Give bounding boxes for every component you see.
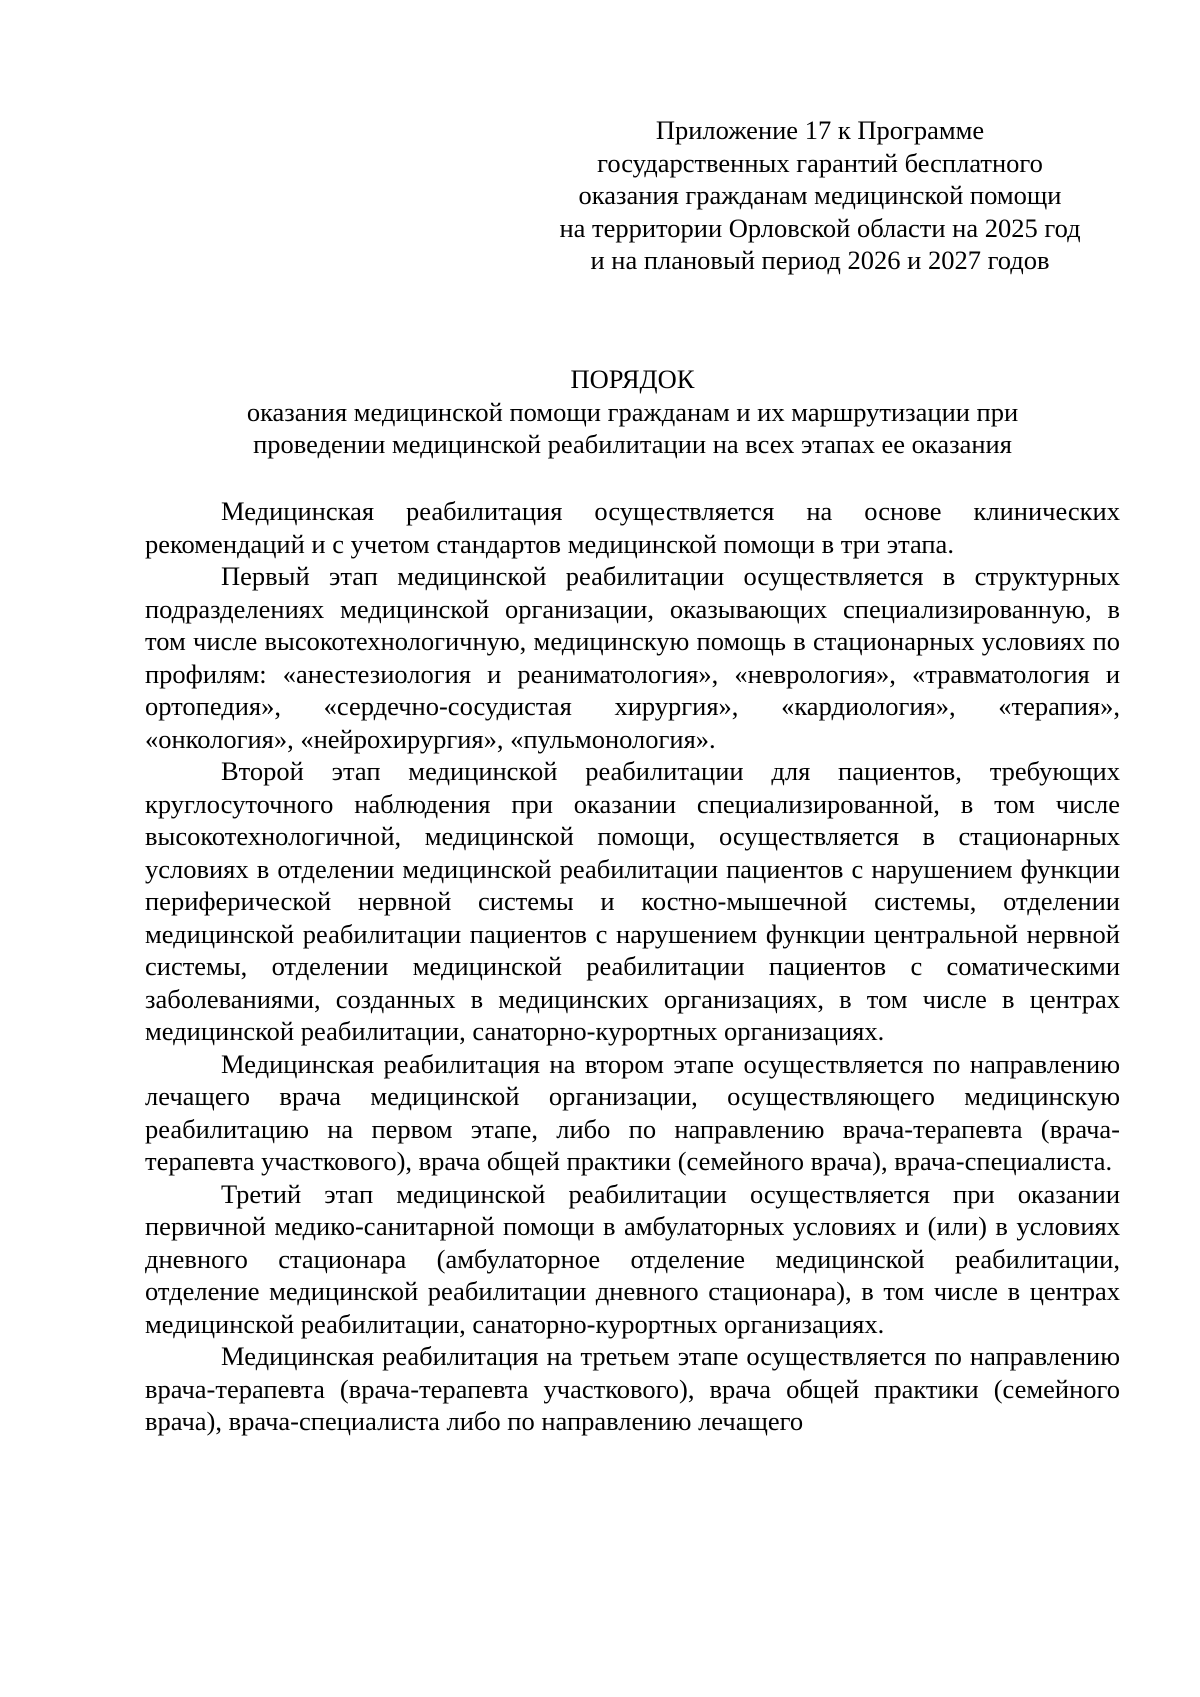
annex-line: оказания гражданам медицинской помощи — [578, 180, 1062, 210]
title-subtitle-line: оказания медицинской помощи гражданам и их маршрутизации при — [246, 396, 1019, 427]
annex-line: и на плановый период 2026 и 2027 годов — [590, 245, 1050, 275]
body-paragraph: Второй этап медицинской реабилитации для пациентов, требующих круглосуточного наблюдения при оказании специализированной, в том числе высокотехнологичной, медицинской помощи, осуществляется в стационарных условиях в отделении медицинской реабилитации пациентов с нарушением функции периферической нервной системы и костно-мышечной системы, отделении медицинской реабилитации пациентов с нарушением функции центральной нервной системы, отделении медицинской реабилитации пациентов с соматическими заболеваниями, созданных в медицинских организациях, в том числе в центрах медицинской реабилитации, санаторно-курортных организациях. — [145, 756, 1120, 1046]
title-heading: ПОРЯДОК — [570, 364, 695, 394]
annex-line: на территории Орловской области на 2025 год — [559, 212, 1081, 243]
body-paragraph: Медицинская реабилитация на третьем этапе осуществляется по направлению врача-терапевта (врача-терапевта участкового), врача общей практики (семейного врача), врача-специалиста либо по направлению лечащего — [145, 1341, 1120, 1436]
annex-line: Приложение 17 к Программе — [655, 115, 985, 145]
body-paragraph: Медицинская реабилитация на втором этапе осуществляется по направлению лечащего врача медицинской организации, осуществляющего медицинскую реабилитацию на первом этапе, либо по направлению врача-терапевта (врача-терапевта участкового), врача общей практики (семейного врача), врача-специалиста. — [145, 1048, 1120, 1176]
title-subtitle-line: проведении медицинской реабилитации на всех этапах ее оказания — [253, 429, 1012, 459]
annex-header — [520, 114, 1120, 277]
document-title — [145, 363, 1120, 461]
body-paragraph: Первый этап медицинской реабилитации осуществляется в структурных подразделениях медицинской организации, оказывающих специализированную, в том числе высокотехнологичную, медицинскую помощь в стационарных условиях по профилям: «анестезиология и реаниматология», «неврология», «травматология и ортопедия», «сердечно-сосудистая хирургия», «кардиология», «терапия», «онкология», «нейрохирургия», «пульмонология». — [145, 561, 1120, 754]
body-paragraph: Третий этап медицинской реабилитации осуществляется при оказании первичной медико-санитарной помощи в амбулаторных условиях и (или) в условиях дневного стационара (амбулаторное отделение медицинской реабилитации, отделение медицинской реабилитации дневного стационара), в том числе в центрах медицинской реабилитации, санаторно-курортных организациях. — [145, 1178, 1120, 1339]
document-body — [145, 495, 1120, 1438]
annex-line: государственных гарантий бесплатного — [597, 147, 1043, 178]
body-paragraph: Медицинская реабилитация осуществляется на основе клинических рекомендаций и с учетом стандартов медицинской помощи в три этапа. — [145, 496, 1120, 559]
